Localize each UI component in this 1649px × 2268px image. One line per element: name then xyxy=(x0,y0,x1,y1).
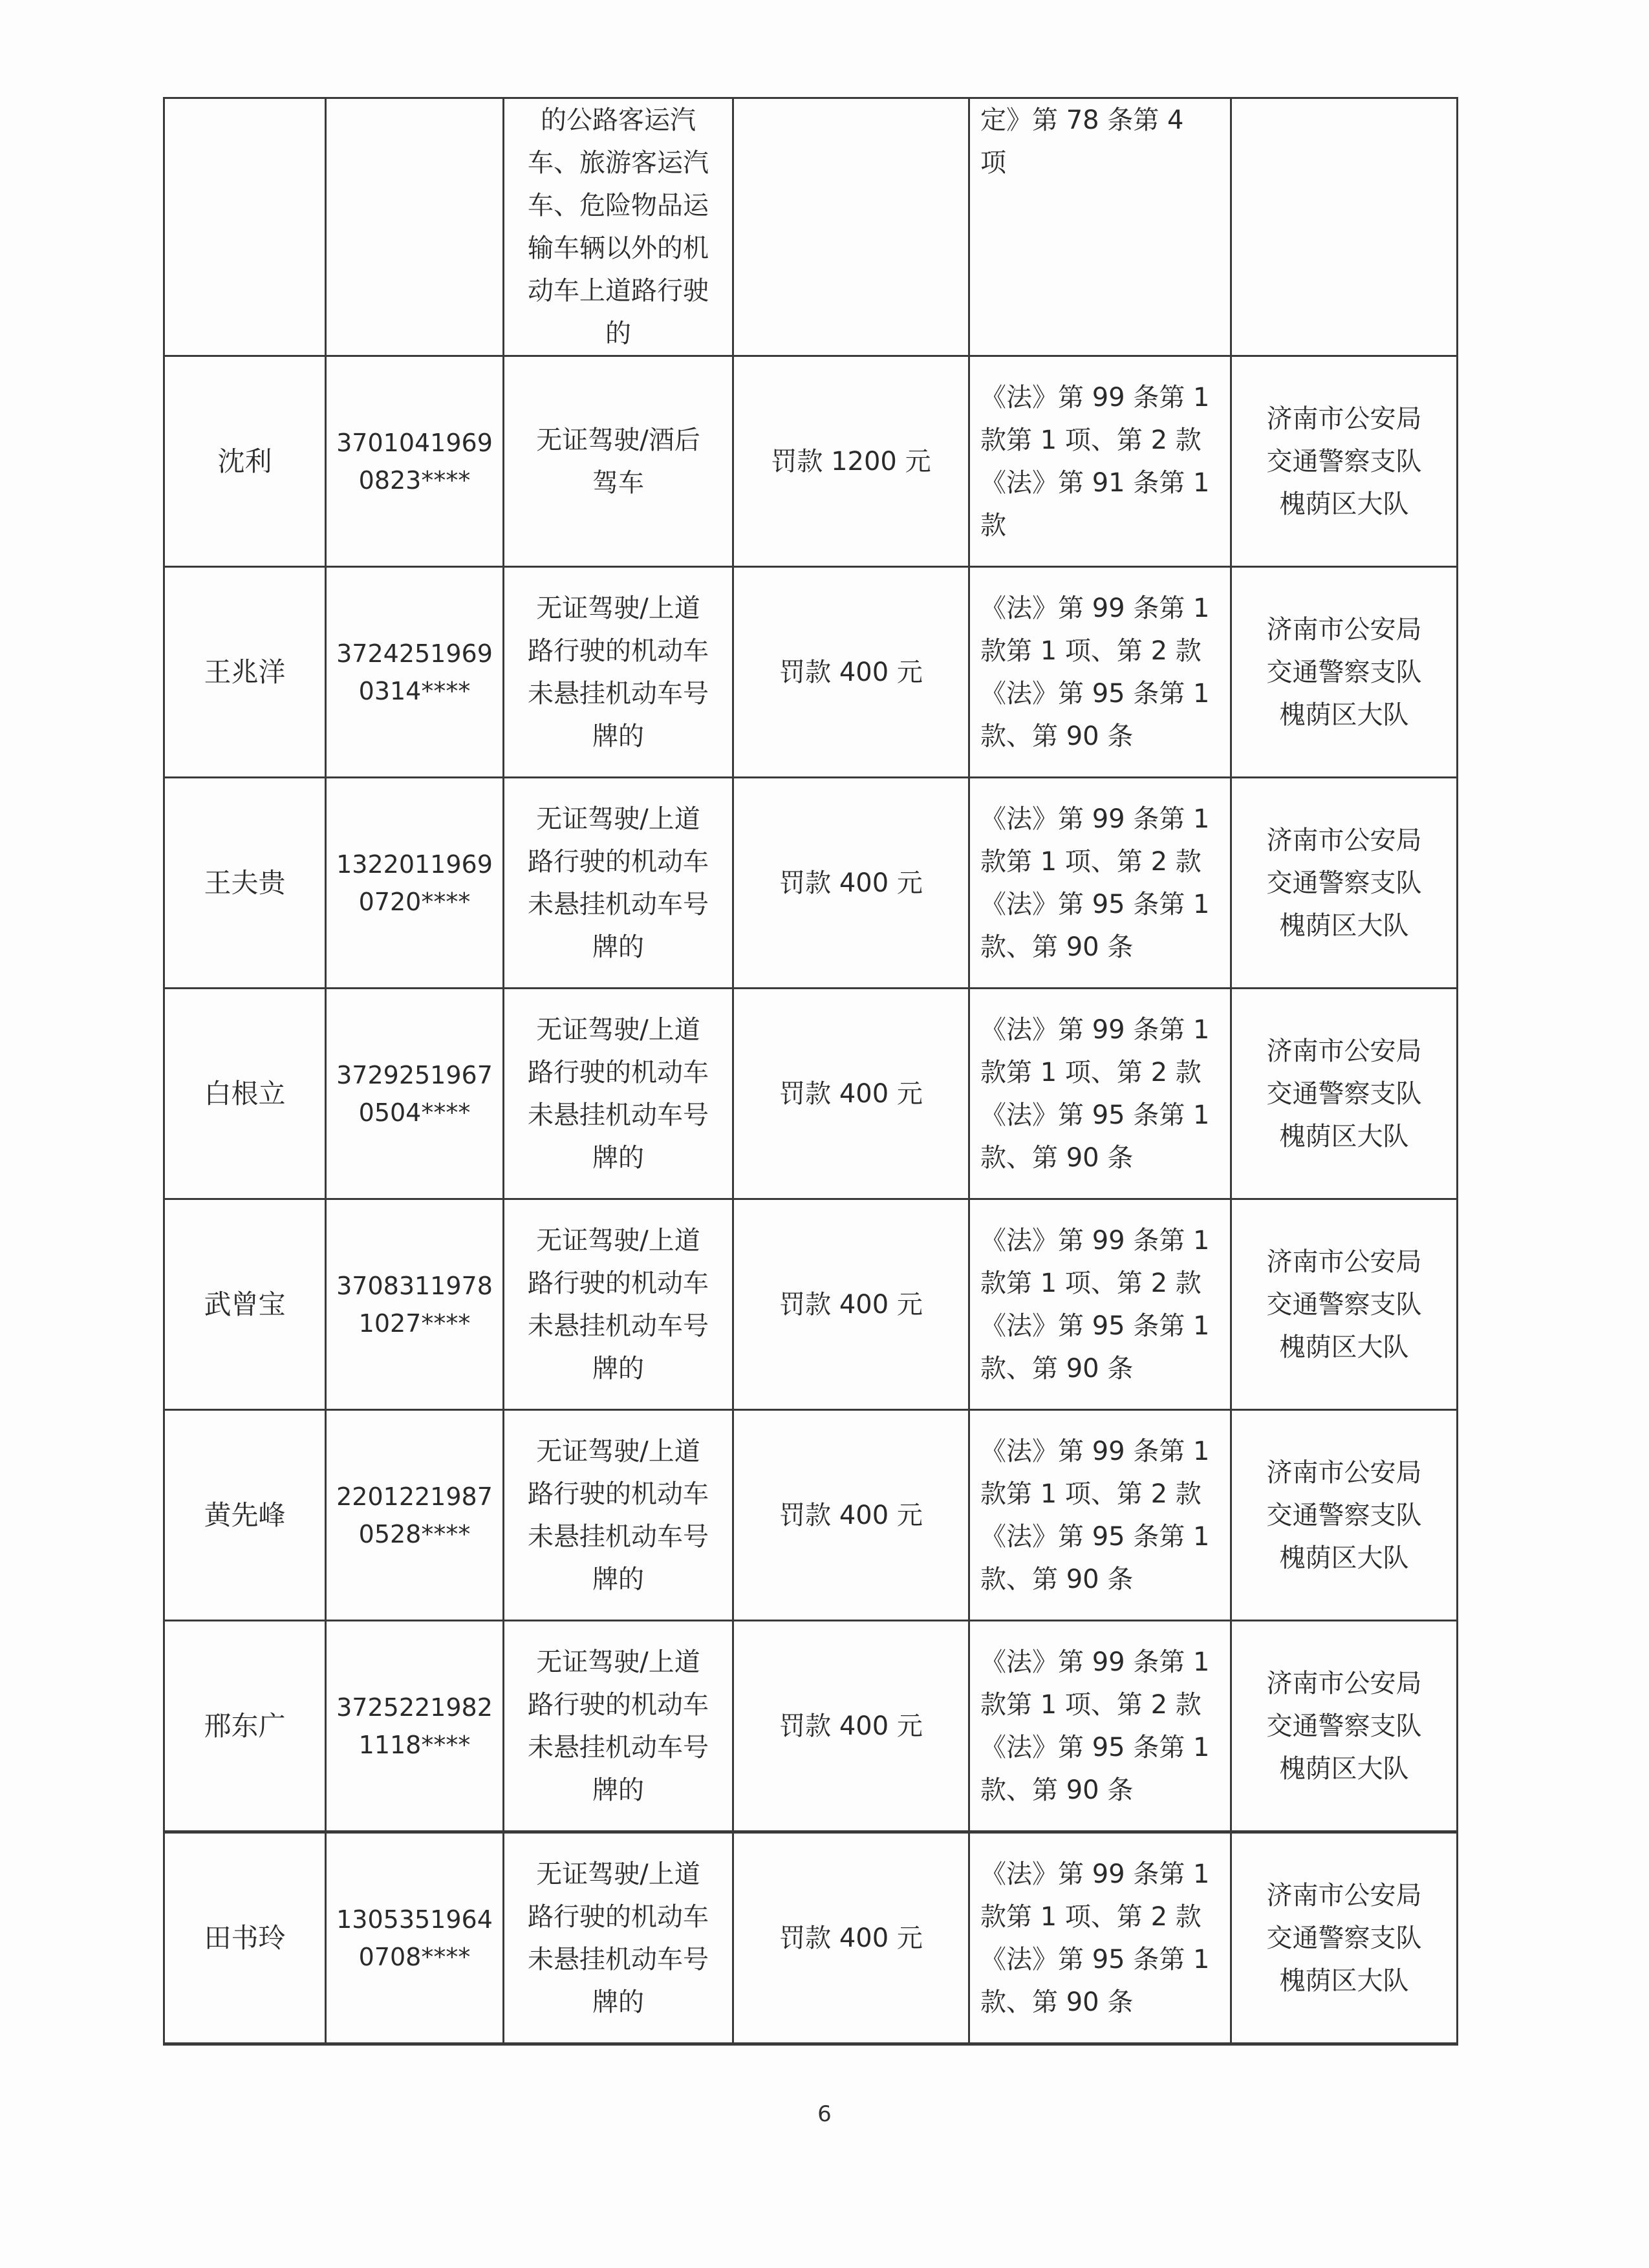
law-basis-cell xyxy=(969,356,1231,567)
violation-line: 牌的 xyxy=(592,1775,644,1805)
authority-line: 济南市公安局 xyxy=(1266,825,1422,855)
id-cell xyxy=(326,1410,504,1621)
id-line: 1322011969 xyxy=(336,850,493,879)
law-line: 《法》第 91 条第 1 xyxy=(980,467,1210,498)
law-line: 款、第 90 条 xyxy=(980,1142,1134,1173)
name-cell: 王兆洋 xyxy=(164,567,326,778)
name-cell: 白根立 xyxy=(164,989,326,1199)
violation-line: 的公路客运汽 xyxy=(541,105,696,135)
authority-cell xyxy=(1231,356,1458,567)
violation-cell xyxy=(504,989,733,1199)
violation-cell xyxy=(504,356,733,567)
name-cell xyxy=(164,98,326,356)
law-line: 《法》第 95 条第 1 xyxy=(980,889,1210,919)
id-line: 3724251969 xyxy=(336,639,493,668)
violation-line: 无证驾驶/酒后 xyxy=(536,425,700,455)
violation-line: 牌的 xyxy=(592,932,644,962)
table-row-continuation xyxy=(164,98,1458,356)
violation-cell xyxy=(504,1621,733,1832)
authority-line: 济南市公安局 xyxy=(1266,1880,1422,1910)
penalty-cell: 罚款 400 元 xyxy=(733,1832,969,2044)
name-cell: 黄先峰 xyxy=(164,1410,326,1621)
authority-line: 槐荫区大队 xyxy=(1279,1965,1409,1996)
violation-line: 无证驾驶/上道 xyxy=(536,1225,700,1256)
id-line: 0314**** xyxy=(358,676,471,705)
id-cell xyxy=(326,356,504,567)
law-line: 款 xyxy=(980,510,1006,540)
penalty-cell: 罚款 400 元 xyxy=(733,778,969,989)
name-cell: 武曾宝 xyxy=(164,1199,326,1410)
law-line: 款、第 90 条 xyxy=(980,932,1134,962)
id-line: 1118**** xyxy=(358,1730,471,1759)
violation-line: 未悬挂机动车号 xyxy=(528,1311,709,1341)
law-line: 定》第 78 条第 4 xyxy=(980,105,1184,135)
table-row xyxy=(164,1199,1458,1410)
authority-line: 槐荫区大队 xyxy=(1279,910,1409,941)
law-line: 《法》第 95 条第 1 xyxy=(980,1100,1210,1130)
law-line: 《法》第 99 条第 1 xyxy=(980,804,1210,834)
violation-line: 未悬挂机动车号 xyxy=(528,1944,709,1974)
authority-line: 交通警察支队 xyxy=(1266,1923,1422,1953)
id-cell xyxy=(326,778,504,989)
table-row xyxy=(164,356,1458,567)
violation-line: 路行驶的机动车 xyxy=(528,636,709,666)
violation-line: 动车上道路行驶 xyxy=(528,276,709,306)
violation-line: 车、旅游客运汽 xyxy=(528,148,709,178)
law-line: 《法》第 99 条第 1 xyxy=(980,1014,1210,1045)
authority-line: 交通警察支队 xyxy=(1266,657,1422,687)
authority-line: 槐荫区大队 xyxy=(1279,1543,1409,1573)
law-line: 《法》第 99 条第 1 xyxy=(980,1436,1210,1466)
table-row xyxy=(164,1410,1458,1621)
law-line: 《法》第 99 条第 1 xyxy=(980,1647,1210,1677)
penalty-cell: 罚款 400 元 xyxy=(733,1410,969,1621)
violation-line: 路行驶的机动车 xyxy=(528,1689,709,1720)
authority-line: 槐荫区大队 xyxy=(1279,1753,1409,1784)
id-cell xyxy=(326,1199,504,1410)
law-line: 款第 1 项、第 2 款 xyxy=(980,1057,1202,1087)
violation-cell xyxy=(504,567,733,778)
law-basis-cell xyxy=(969,567,1231,778)
authority-cell xyxy=(1231,98,1458,356)
law-line: 项 xyxy=(980,148,1006,178)
penalty-cell: 罚款 400 元 xyxy=(733,1199,969,1410)
violation-line: 无证驾驶/上道 xyxy=(536,1436,700,1466)
authority-line: 济南市公安局 xyxy=(1266,403,1422,434)
authority-cell xyxy=(1231,778,1458,989)
law-line: 《法》第 95 条第 1 xyxy=(980,1521,1210,1552)
authority-line: 交通警察支队 xyxy=(1266,446,1422,476)
authority-line: 槐荫区大队 xyxy=(1279,1121,1409,1151)
violation-cell xyxy=(504,1410,733,1621)
violation-line: 未悬挂机动车号 xyxy=(528,889,709,919)
id-line: 0823**** xyxy=(358,465,471,495)
id-line: 0504**** xyxy=(358,1098,471,1127)
authority-line: 交通警察支队 xyxy=(1266,1500,1422,1530)
violation-line: 路行驶的机动车 xyxy=(528,1268,709,1298)
violation-cell xyxy=(504,98,733,356)
penalty-cell: 罚款 1200 元 xyxy=(733,356,969,567)
law-basis-cell xyxy=(969,1832,1231,2044)
penalty-table-body xyxy=(164,98,1458,2044)
violation-cell xyxy=(504,1199,733,1410)
id-cell xyxy=(326,98,504,356)
page-number: 6 xyxy=(817,2101,832,2127)
law-line: 《法》第 95 条第 1 xyxy=(980,678,1210,709)
authority-line: 交通警察支队 xyxy=(1266,1289,1422,1320)
id-line: 0720**** xyxy=(358,887,471,916)
penalty-cell: 罚款 400 元 xyxy=(733,1621,969,1832)
law-line: 款第 1 项、第 2 款 xyxy=(980,846,1202,877)
authority-cell xyxy=(1231,567,1458,778)
authority-line: 济南市公安局 xyxy=(1266,1668,1422,1698)
violation-cell xyxy=(504,1832,733,2044)
id-line: 3725221982 xyxy=(336,1693,493,1722)
id-line: 3729251967 xyxy=(336,1060,493,1089)
name-cell: 沈利 xyxy=(164,356,326,567)
violation-line: 的 xyxy=(605,319,631,348)
authority-cell xyxy=(1231,1621,1458,1832)
law-line: 《法》第 95 条第 1 xyxy=(980,1732,1210,1762)
law-line: 款第 1 项、第 2 款 xyxy=(980,636,1202,666)
id-line: 3708311978 xyxy=(336,1271,493,1300)
violation-line: 路行驶的机动车 xyxy=(528,1057,709,1087)
authority-line: 济南市公安局 xyxy=(1266,1457,1422,1488)
penalty-table xyxy=(163,97,1458,2046)
law-line: 款第 1 项、第 2 款 xyxy=(980,1479,1202,1509)
id-cell xyxy=(326,1832,504,2044)
authority-cell xyxy=(1231,1410,1458,1621)
violation-line: 未悬挂机动车号 xyxy=(528,1100,709,1130)
id-cell xyxy=(326,567,504,778)
authority-line: 济南市公安局 xyxy=(1266,1036,1422,1066)
authority-line: 济南市公安局 xyxy=(1266,614,1422,645)
authority-cell xyxy=(1231,1832,1458,2044)
authority-cell xyxy=(1231,1199,1458,1410)
law-line: 款、第 90 条 xyxy=(980,1564,1134,1594)
name-cell: 邢东广 xyxy=(164,1621,326,1832)
name-cell: 田书玲 xyxy=(164,1832,326,2044)
authority-line: 槐荫区大队 xyxy=(1279,489,1409,519)
violation-line: 牌的 xyxy=(592,721,644,751)
violation-line: 牌的 xyxy=(592,1987,644,2017)
law-line: 《法》第 99 条第 1 xyxy=(980,1225,1210,1256)
violation-line: 牌的 xyxy=(592,1142,644,1173)
violation-cell xyxy=(504,778,733,989)
violation-line: 牌的 xyxy=(592,1564,644,1594)
law-line: 《法》第 99 条第 1 xyxy=(980,1859,1210,1889)
id-line: 0528**** xyxy=(358,1519,471,1548)
table-row xyxy=(164,1621,1458,1832)
law-line: 款第 1 项、第 2 款 xyxy=(980,425,1202,455)
violation-line: 未悬挂机动车号 xyxy=(528,1521,709,1552)
table-row xyxy=(164,989,1458,1199)
law-line: 款、第 90 条 xyxy=(980,1353,1134,1384)
law-basis-cell xyxy=(969,98,1231,356)
id-line: 2201221987 xyxy=(336,1482,493,1511)
violation-line: 路行驶的机动车 xyxy=(528,1901,709,1932)
id-line: 1027**** xyxy=(358,1309,471,1338)
law-basis-cell xyxy=(969,1621,1231,1832)
penalty-cell xyxy=(733,98,969,356)
penalty-cell: 罚款 400 元 xyxy=(733,567,969,778)
violation-line: 驾车 xyxy=(592,467,644,498)
law-basis-cell xyxy=(969,989,1231,1199)
violation-line: 路行驶的机动车 xyxy=(528,1479,709,1509)
violation-line: 路行驶的机动车 xyxy=(528,846,709,877)
violation-line: 输车辆以外的机 xyxy=(528,233,709,263)
name-cell: 王夫贵 xyxy=(164,778,326,989)
law-line: 款、第 90 条 xyxy=(980,1987,1134,2017)
law-line: 款第 1 项、第 2 款 xyxy=(980,1901,1202,1932)
table-row xyxy=(164,778,1458,989)
id-line: 3701041969 xyxy=(336,428,493,457)
law-line: 《法》第 95 条第 1 xyxy=(980,1944,1210,1974)
penalty-cell: 罚款 400 元 xyxy=(733,989,969,1199)
law-line: 款第 1 项、第 2 款 xyxy=(980,1268,1202,1298)
authority-line: 济南市公安局 xyxy=(1266,1246,1422,1277)
law-line: 款、第 90 条 xyxy=(980,1775,1134,1805)
law-line: 《法》第 99 条第 1 xyxy=(980,382,1210,412)
violation-line: 未悬挂机动车号 xyxy=(528,678,709,709)
law-line: 款、第 90 条 xyxy=(980,721,1134,751)
id-cell xyxy=(326,1621,504,1832)
law-line: 《法》第 95 条第 1 xyxy=(980,1311,1210,1341)
law-basis-cell xyxy=(969,1410,1231,1621)
violation-line: 无证驾驶/上道 xyxy=(536,804,700,834)
law-basis-cell xyxy=(969,1199,1231,1410)
law-line: 款第 1 项、第 2 款 xyxy=(980,1689,1202,1720)
authority-line: 交通警察支队 xyxy=(1266,1711,1422,1741)
authority-line: 交通警察支队 xyxy=(1266,1078,1422,1109)
violation-line: 未悬挂机动车号 xyxy=(528,1732,709,1762)
authority-line: 交通警察支队 xyxy=(1266,868,1422,898)
violation-line: 车、危险物品运 xyxy=(528,191,709,220)
id-line: 1305351964 xyxy=(336,1905,493,1934)
authority-line: 槐荫区大队 xyxy=(1279,1332,1409,1362)
violation-line: 无证驾驶/上道 xyxy=(536,1859,700,1889)
law-basis-cell xyxy=(969,778,1231,989)
violation-line: 无证驾驶/上道 xyxy=(536,1014,700,1045)
law-line: 《法》第 99 条第 1 xyxy=(980,593,1210,623)
id-cell xyxy=(326,989,504,1199)
violation-line: 牌的 xyxy=(592,1353,644,1384)
authority-line: 槐荫区大队 xyxy=(1279,700,1409,730)
id-line: 0708**** xyxy=(358,1942,471,1971)
violation-line: 无证驾驶/上道 xyxy=(536,1647,700,1677)
authority-cell xyxy=(1231,989,1458,1199)
table-row xyxy=(164,567,1458,778)
violation-line: 无证驾驶/上道 xyxy=(536,593,700,623)
table-row xyxy=(164,1832,1458,2044)
